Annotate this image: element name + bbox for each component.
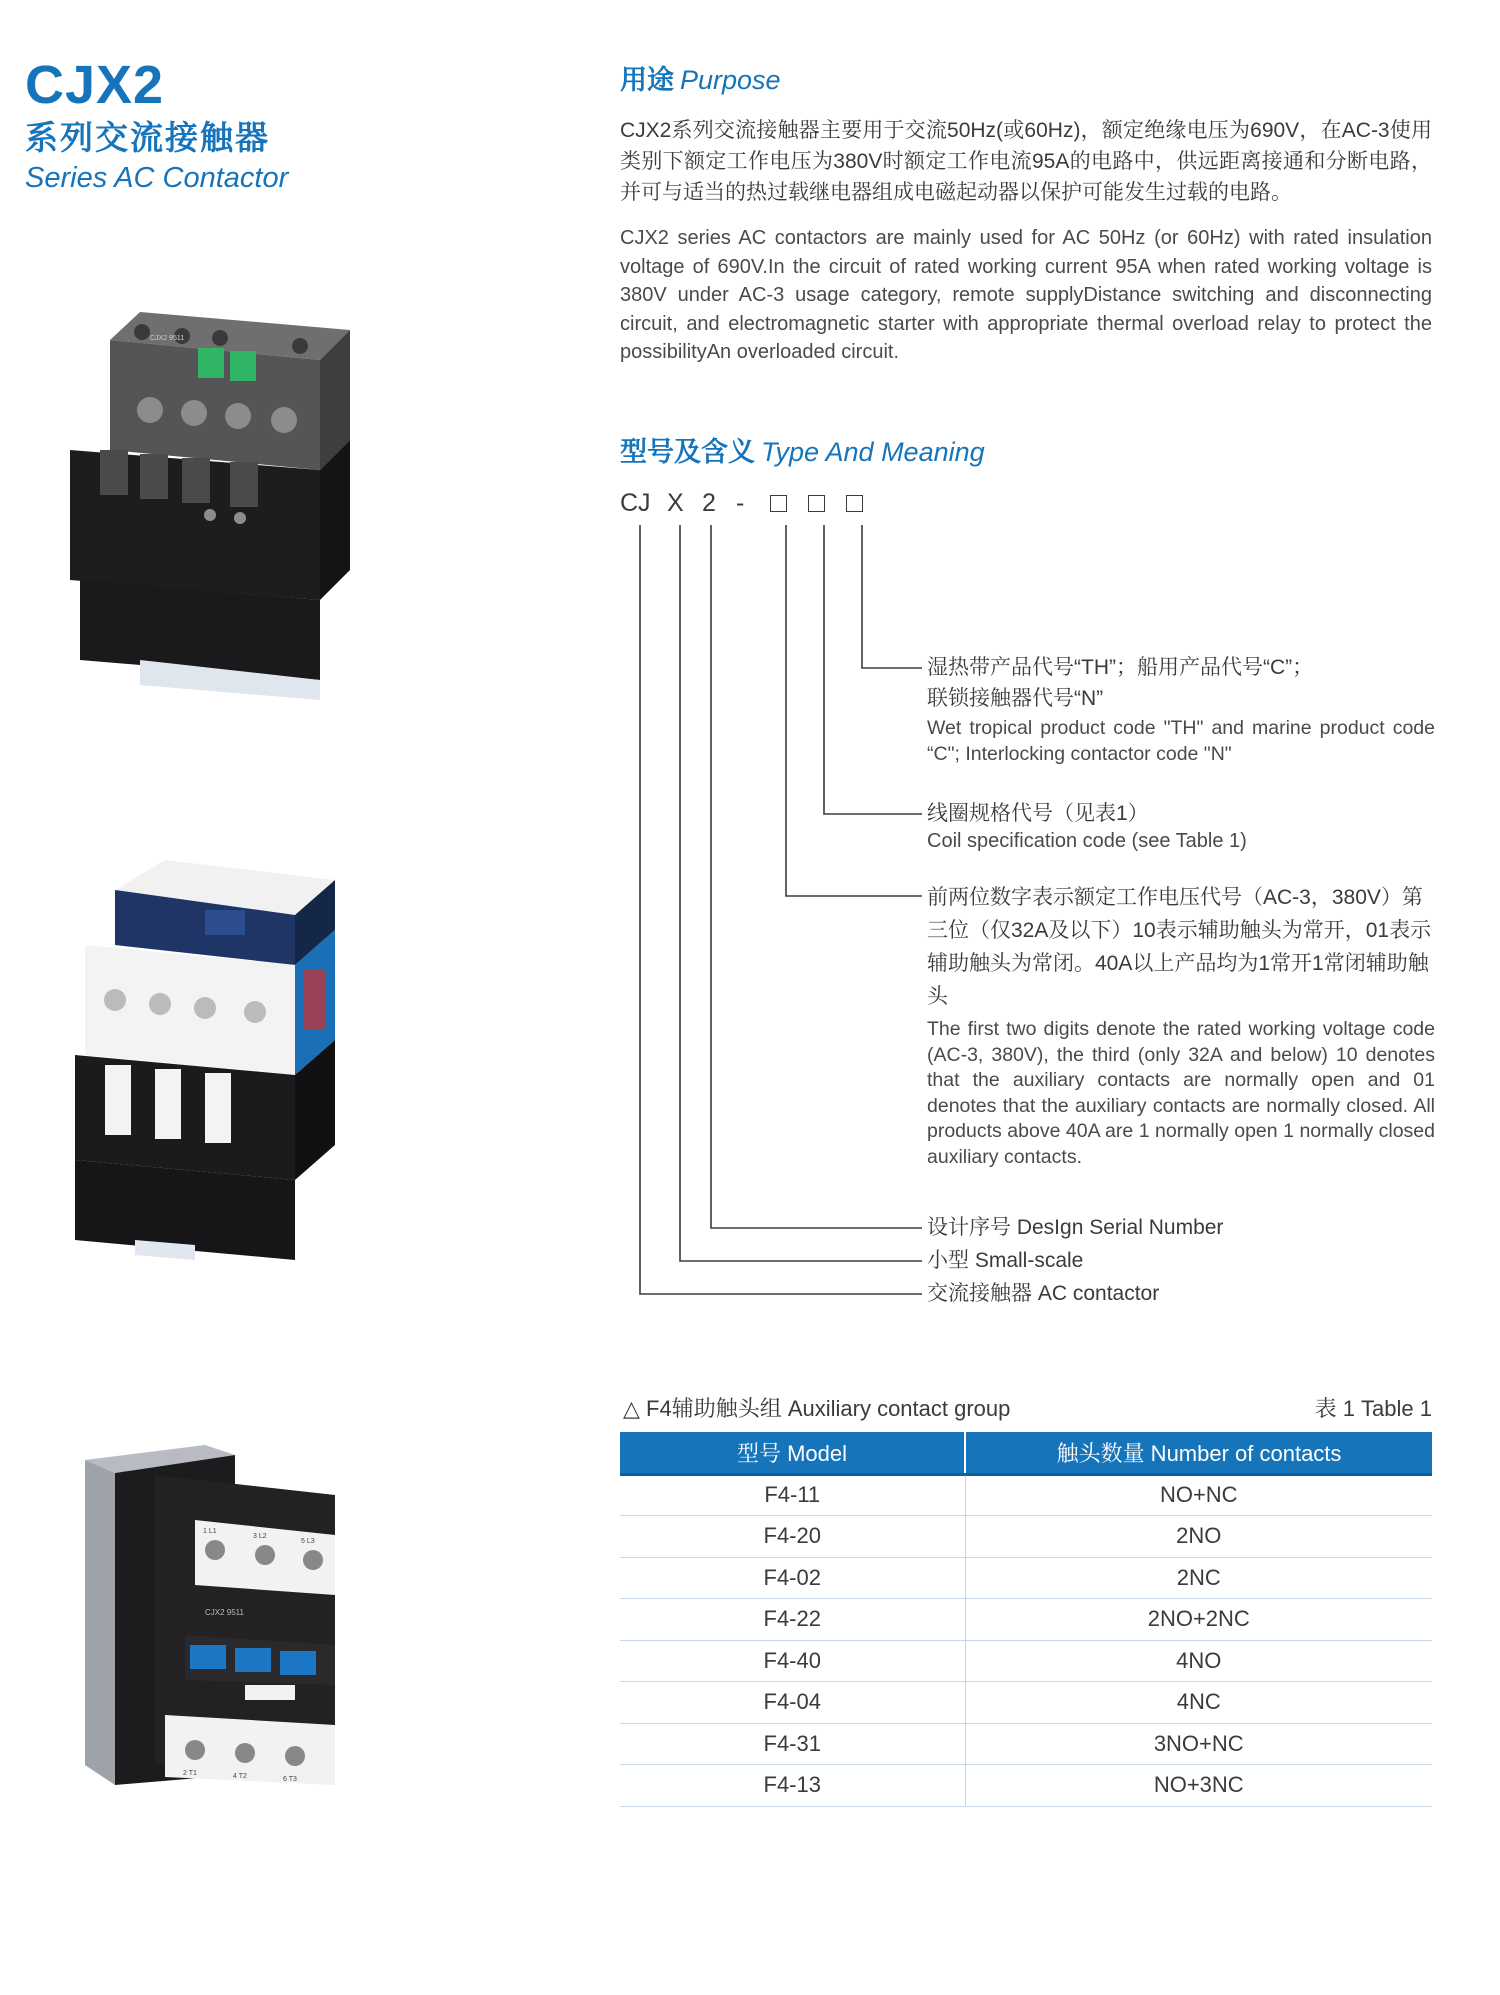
purpose-heading-en: Purpose [680, 65, 781, 95]
table-row [620, 1599, 1432, 1641]
cell-contacts: NO+3NC [965, 1765, 1432, 1807]
table-row [620, 1765, 1432, 1807]
cell-model: F4-20 [620, 1516, 965, 1558]
code-part-dash: - [736, 489, 745, 517]
leader-line-ac [640, 525, 922, 1294]
desc-design-serial: 设计序号 DesIgn Serial Number [927, 1216, 1224, 1239]
brand-title: CJX2 [25, 55, 165, 115]
purpose-heading-cn: 用途 [620, 65, 674, 95]
code-part-2: 2 [702, 489, 716, 517]
cell-contacts: 4NO [965, 1640, 1432, 1682]
desc-coil-cn: 线圈规格代号（见表1） [927, 802, 1149, 825]
terminal-label: 5 L3 [301, 1538, 315, 1545]
type-heading-en: Type And Meaning [761, 437, 985, 467]
table-caption: △ F4辅助触头组 Auxiliary contact group [623, 1396, 1011, 1421]
desc-coil-code [927, 798, 1435, 855]
desc-voltage-en: The first two digits denote the rated working voltage code (AC-3, 380V), the third (only 32A and below) 10 denotes that the auxiliary contacts are normally open and 01 denotes that the auxiliary contacts are normally closed. All products above 40A are 1 normally open 1 normally closed auxiliary contacts. [927, 1018, 1435, 1168]
leader-line-special [862, 525, 922, 668]
cell-contacts: 4NC [965, 1682, 1432, 1724]
type-heading-cn: 型号及含义 [620, 437, 755, 467]
cell-contacts: 3NO+NC [965, 1723, 1432, 1765]
table-row [620, 1723, 1432, 1765]
terminal-label: 2 T1 [183, 1770, 197, 1777]
terminal-label: 4 T2 [233, 1773, 247, 1780]
cell-model: F4-02 [620, 1557, 965, 1599]
purpose-text-en: CJX2 series AC contactors are mainly used for AC 50Hz (or 60Hz) with rated insulation voltage of 690V.In the circuit of rated working current 95A when rated working voltage is 380V under AC-3 usage category, remote supplyDistance switching and disconnecting circuit, and electromagnetic starter with appropriate thermal overload relay to protect the possibilityAn overloaded circuit. [620, 227, 1432, 363]
cell-model: F4-11 [620, 1474, 965, 1516]
table-row [620, 1516, 1432, 1558]
auxiliary-contact-table [620, 1432, 1432, 1807]
desc-special-cn-2: 联锁接触器代号“N” [927, 687, 1104, 710]
desc-ac-contactor: 交流接触器 AC contactor [927, 1282, 1160, 1305]
cell-contacts: 2NO+2NC [965, 1599, 1432, 1641]
cell-contacts: 2NO [965, 1516, 1432, 1558]
product-label-text: CJX2 9511 [205, 1608, 244, 1617]
desc-small-scale: 小型 Small-scale [927, 1249, 1084, 1272]
desc-voltage-code [927, 881, 1435, 1170]
header-contacts: 触头数量 Number of contacts [965, 1432, 1432, 1474]
table-header-row [620, 1432, 1432, 1474]
table-row [620, 1640, 1432, 1682]
table-number: 表 1 Table 1 [1314, 1396, 1432, 1421]
table-row [620, 1474, 1432, 1516]
purpose-text-cn: CJX2系列交流接触器主要用于交流50Hz(或60Hz)，额定绝缘电压为690V，在AC-3使用类别下额定工作电压为380V时额定工作电流95A的电路中，供远距离接通和分断电路，并可与适当的热过载继电器组成电磁起动器以保护可能发生过载的电路。 [620, 119, 1432, 204]
desc-voltage-cn: 前两位数字表示额定工作电压代号（AC-3，380V）第三位（仅32A及以下）10表示辅助触头为常开，01表示辅助触头为常闭。40A以上产品均为1常开1常闭辅助触头 [927, 886, 1432, 1008]
cell-model: F4-04 [620, 1682, 965, 1724]
terminal-label: 6 T3 [283, 1776, 297, 1783]
leader-line-small [680, 525, 922, 1261]
desc-coil-en: Coil specification code (see Table 1) [927, 830, 1247, 852]
terminal-label: 3 L2 [253, 1533, 267, 1540]
cell-model: F4-31 [620, 1723, 965, 1765]
brand-title-en: Series AC Contactor [25, 162, 289, 194]
brand-title-cn: 系列交流接触器 [25, 119, 270, 156]
desc-special-en: Wet tropical product code "TH" and marine product code “C"; Interlocking contactor code "N" [927, 717, 1435, 765]
terminal-label: 1 L1 [203, 1528, 217, 1535]
leader-line-design [711, 525, 922, 1228]
code-part-cj: CJ [620, 489, 651, 517]
desc-special-code [927, 652, 1435, 767]
table-row [620, 1557, 1432, 1599]
cell-contacts: 2NC [965, 1557, 1432, 1599]
leader-line-voltage [786, 525, 922, 896]
table-row [620, 1682, 1432, 1724]
code-part-x: X [667, 489, 684, 517]
cell-model: F4-22 [620, 1599, 965, 1641]
header-model: 型号 Model [620, 1432, 965, 1474]
desc-special-cn-1: 湿热带产品代号“TH”；船用产品代号“C”； [927, 656, 1314, 679]
leader-line-coil [824, 525, 922, 814]
cell-model: F4-40 [620, 1640, 965, 1682]
product-label-text: CJX2 9511 [150, 335, 185, 342]
cell-contacts: NO+NC [965, 1474, 1432, 1516]
cell-model: F4-13 [620, 1765, 965, 1807]
